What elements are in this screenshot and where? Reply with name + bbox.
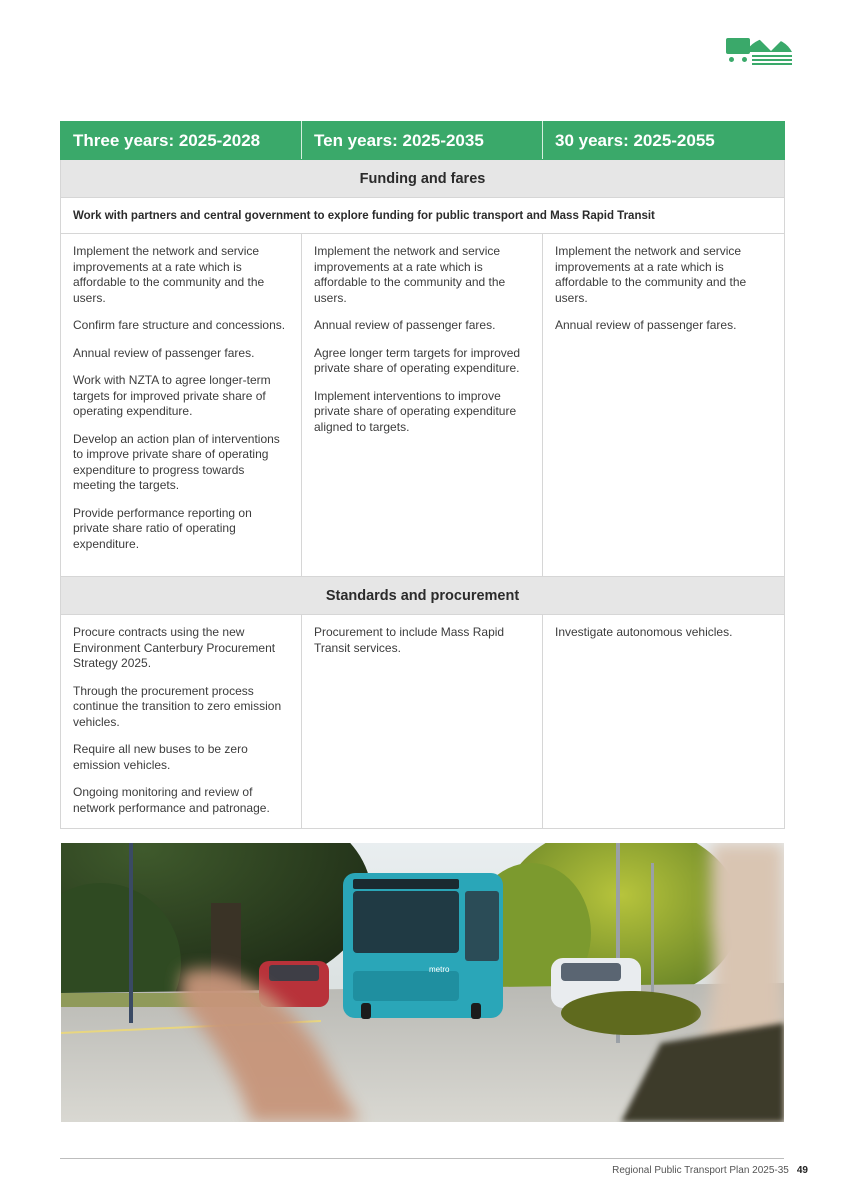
span-note: Work with partners and central government to explore funding for public transport and Mass Rapid Transit [61, 198, 785, 234]
list-item: Investigate autonomous vehicles. [555, 625, 733, 639]
bus-sign: metro [429, 965, 450, 974]
page-footer [612, 1165, 808, 1176]
list-item: Annual review of passenger fares. [73, 345, 255, 360]
list-item: Require all new buses to be zero emission vehicles. [73, 742, 248, 772]
table-cell [61, 615, 302, 829]
list-item: Procurement to include Mass Rapid Transit services. [314, 625, 505, 655]
section-row-funding [61, 160, 785, 198]
page-number: 49 [796, 1165, 808, 1176]
brand-logo-icon [724, 24, 794, 70]
photo-illustration [61, 843, 784, 1122]
section-title: Funding and fares [61, 160, 785, 198]
header-thirty-years: 30 years: 2025-2055 [543, 122, 785, 160]
section-row-standards [61, 577, 785, 615]
table-row [61, 234, 785, 577]
list-item: Develop an action plan of interventions to improve private share of operating expenditure to progress towards meeting the targets. [73, 431, 280, 492]
span-note-row [61, 198, 785, 234]
footer-title: Regional Public Transport Plan 2025-35 [612, 1165, 789, 1176]
table-cell [302, 234, 543, 577]
list-item: Work with NZTA to agree longer-term targets for improved private share of operating expenditure. [73, 373, 271, 418]
table-header-row [61, 122, 785, 160]
header-ten-years: Ten years: 2025-2035 [302, 122, 543, 160]
list-item: Annual review of passenger fares. [555, 318, 737, 332]
table-cell [543, 234, 785, 577]
table-cell [543, 615, 785, 829]
table-row [61, 615, 785, 829]
list-item: Implement interventions to improve private share of operating expenditure aligned to targets. [314, 388, 517, 434]
list-item: Agree longer term targets for improved private share of operating expenditure. [314, 345, 521, 375]
list-item: Provide performance reporting on private share ratio of operating expenditure. [73, 505, 252, 551]
list-item: Implement the network and service improvements at a rate which is affordable to the community and the users. [73, 244, 265, 305]
list-item: Ongoing monitoring and review of network performance and patronage. [73, 785, 270, 815]
list-item: Implement the network and service improvements at a rate which is affordable to the community and the users. [314, 244, 506, 305]
list-item: Through the procurement process continue the transition to zero emission vehicles. [73, 683, 282, 729]
section-title: Standards and procurement [61, 577, 785, 615]
plan-table [60, 121, 785, 829]
footer-divider [60, 1158, 784, 1159]
bus-street-photo [61, 843, 784, 1122]
header-three-years: Three years: 2025-2028 [61, 122, 302, 160]
table-cell [61, 234, 302, 577]
list-item: Procure contracts using the new Environment Canterbury Procurement Strategy 2025. [73, 625, 276, 670]
list-item: Confirm fare structure and concessions. [73, 318, 286, 332]
list-item: Implement the network and service improvements at a rate which is affordable to the community and the users. [555, 244, 747, 305]
list-item: Annual review of passenger fares. [314, 318, 496, 332]
table-cell [302, 615, 543, 829]
